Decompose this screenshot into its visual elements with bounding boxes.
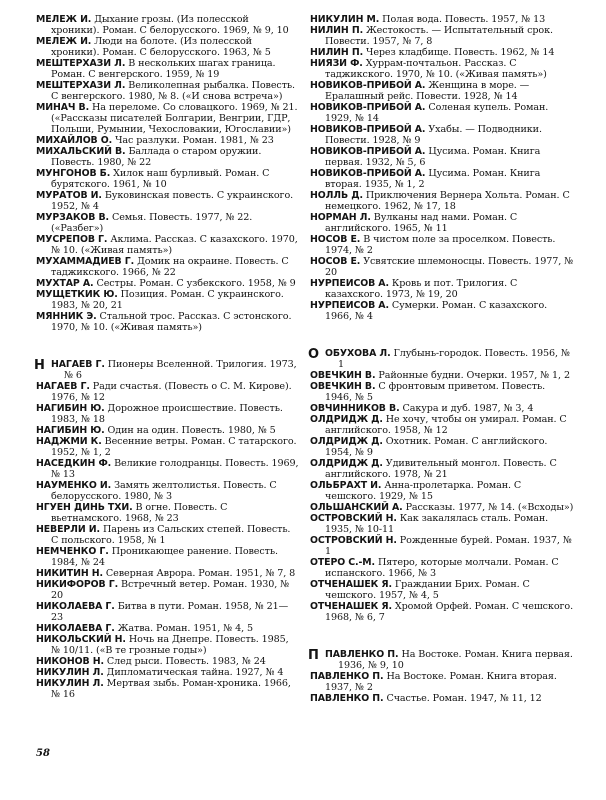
entry-title: На Востоке. Роман. Книга первая. 1936, № 9, 10: [338, 649, 573, 671]
section-o: [310, 348, 574, 623]
page-number: 58: [36, 748, 50, 759]
bibliography-entry: [36, 524, 300, 546]
entry-title: Стальной трос. Рассказ. С эстонского. 1970, № 10. («Живая память»): [51, 311, 292, 333]
entry-author: НУРПЕИСОВ А.: [310, 278, 389, 289]
entry-author: ОБУХОВА Л.: [325, 348, 391, 359]
bibliography-entry: [36, 403, 300, 425]
entry-author: НОРМАН Л.: [310, 212, 371, 223]
entry-author: НАУМЕНКО И.: [36, 480, 112, 491]
entry-title: Дипломатическая тайна. 1927, № 4: [106, 667, 284, 678]
bibliography-entry: [310, 80, 574, 102]
entry-title: На Востоке. Роман. Книга вторая. 1937, № 2: [325, 671, 557, 693]
entry-author: ОВЧИННИКОВ В.: [310, 403, 400, 414]
bibliography-entry: [36, 278, 300, 289]
entry-title: Глубынь-городок. Повесть. 1956, № 1: [338, 348, 570, 370]
section-o-entries: [310, 348, 574, 623]
entry-title: Цусима. Роман. Книга первая. 1932, № 5, 6: [325, 146, 541, 168]
bibliography-entry: [36, 667, 300, 678]
entry-author: МУХАММАДИЕВ Г.: [36, 256, 135, 267]
bibliography-entry: [310, 458, 574, 480]
entry-author: НИКОЛАЕВА Г.: [36, 623, 115, 634]
entry-author: ОЛЬБРАХТ И.: [310, 480, 382, 491]
entry-title: Хромой Орфей. Роман. С чешского. 1968, № 6, 7: [325, 601, 574, 623]
entry-title: Счастье. Роман. 1947, № 11, 12: [386, 693, 542, 704]
entry-author: НУРПЕИСОВ А.: [310, 300, 389, 311]
entry-author: МИХАЙЛОВ О.: [36, 135, 113, 146]
entry-author: НАДЖМИ К.: [36, 436, 102, 447]
bibliography-entry: [310, 124, 574, 146]
bibliography-entry: [36, 601, 300, 623]
entry-title: Люди на болоте. (Из полесской хроники). Роман. С белорусского. 1963, № 5: [51, 36, 271, 58]
bibliography-entry: [310, 649, 574, 671]
bibliography-entry: [310, 25, 574, 47]
bibliography-entry: [36, 102, 300, 135]
bibliography-entry: [310, 256, 574, 278]
entry-title: Граждании Брих. Роман. С чешского. 1957, № 4, 5: [325, 579, 530, 601]
entry-title: Соленая купель. Роман. 1929, № 14: [325, 102, 549, 124]
entry-author: ОТЧЕНАШЕК Я.: [310, 579, 392, 590]
entry-title: Сестры. Роман. С узбекского. 1958, № 9: [96, 278, 296, 289]
bibliography-entry: [310, 234, 574, 256]
bibliography-entry: [36, 311, 300, 333]
bibliography-entry: [310, 102, 574, 124]
bibliography-entry: [36, 256, 300, 278]
entry-author: МИНАЧ В.: [36, 102, 90, 113]
entry-author: НОВИКОВ-ПРИБОЙ А.: [310, 80, 426, 91]
entry-title: След рыси. Повесть. 1983, № 24: [106, 656, 266, 667]
entry-author: МЯННИК Э.: [36, 311, 97, 322]
bibliography-entry: [36, 289, 300, 311]
entry-title: Пионеры Вселенной. Трилогия. 1973, № 6: [64, 359, 297, 381]
bibliography-entry: [310, 168, 574, 190]
entry-title: Хуррам-почтальон. Рассказ. С таджикского. 1970, № 10. («Живая память»): [325, 58, 547, 80]
entry-author: ОТЧЕНАШЕК Я.: [310, 601, 392, 612]
entry-author: НАГИБИН Ю.: [36, 425, 105, 436]
entry-author: МЕЛЕЖ И.: [36, 36, 92, 47]
entry-title: Районные будни. Очерки. 1957, № 1, 2: [378, 370, 570, 381]
bibliography-entry: [36, 634, 300, 656]
entry-author: НИКУЛИН М.: [310, 14, 380, 25]
bibliography-entry: [310, 212, 574, 234]
right-column: [310, 14, 574, 704]
entry-author: НИКУЛИН Л.: [36, 667, 104, 678]
entry-author: НОВИКОВ-ПРИБОЙ А.: [310, 124, 426, 135]
entry-title: Северная Аврора. Роман. 1951, № 7, 8: [105, 568, 296, 579]
bibliography-entry: [36, 146, 300, 168]
left-column: [36, 14, 300, 700]
section-letter-p: П: [308, 648, 319, 663]
entry-title: Не хочу, чтобы он умирал. Роман. С английского. 1958, № 12: [325, 414, 567, 436]
entry-title: Великолепная рыбалка. Повесть. С венгерского. 1980, № 8. («И снова встреча»): [51, 80, 295, 102]
entry-title: Домик на окраине. Повесть. С таджикского. 1966, № 22: [51, 256, 289, 278]
entry-author: НИЛИН П.: [310, 25, 364, 36]
entry-author: МУСРЕПОВ Г.: [36, 234, 108, 245]
entry-author: НИЛИН П.: [310, 47, 364, 58]
section-letter-o: О: [308, 347, 320, 362]
entry-title: Мертвая зыбь. Роман-хроника. 1966, № 16: [51, 678, 291, 700]
bibliography-entry: [310, 671, 574, 693]
entry-title: Позиция. Роман. С украинского. 1983, № 20, 21: [51, 289, 284, 311]
entry-title: Рассказы. 1977, № 14. («Всходы»): [405, 502, 574, 513]
bibliography-entry: [310, 601, 574, 623]
bibliography-entry: [310, 480, 574, 502]
section-p-entries: [310, 649, 574, 704]
entry-author: МЕЛЕЖ И.: [36, 14, 92, 25]
bibliography-entry: [36, 502, 300, 524]
bibliography-entry: [36, 190, 300, 212]
bibliography-entry: [310, 513, 574, 535]
entry-title: Час разлуки. Роман. 1981, № 23: [115, 135, 274, 146]
bibliography-entry: [310, 502, 574, 513]
entry-author: НЕВЕРЛИ И.: [36, 524, 100, 535]
bibliography-entry: [310, 14, 574, 25]
entry-title: Парень из Сальских степей. Повесть. С польского. 1958, № 1: [51, 524, 291, 546]
entry-title: С фронтовым приветом. Повесть. 1946, № 5: [325, 381, 546, 403]
entry-title: Полая вода. Повесть. 1957, № 13: [382, 14, 546, 25]
entry-author: МИХАЛЬСКИЙ В.: [36, 146, 126, 157]
entry-author: НОВИКОВ-ПРИБОЙ А.: [310, 102, 426, 113]
entry-author: МУХТАР А.: [36, 278, 94, 289]
entry-title: Женщина в море. — Ералашный рейс. Повести. 1928, № 14: [325, 80, 530, 102]
bibliography-entry: [310, 58, 574, 80]
entry-author: ОВЕЧКИН В.: [310, 370, 376, 381]
bibliography-entry: [36, 14, 300, 36]
entry-title: Удивительный монгол. Повесть. С английского. 1978, № 21: [325, 458, 557, 480]
entry-author: НИЯЗИ Ф.: [310, 58, 363, 69]
bibliography-entry: [36, 458, 300, 480]
entry-author: ОСТРОВСКИЙ Н.: [310, 513, 397, 524]
entry-author: НЕМЧЕНКО Г.: [36, 546, 109, 557]
bibliography-entry: [36, 425, 300, 436]
bibliography-entry: [36, 436, 300, 458]
section-n-entries: [36, 359, 300, 700]
bibliography-entry: [310, 370, 574, 381]
entry-author: ОЛДРИДЖ Д.: [310, 436, 383, 447]
entry-title: Приключения Вернера Хольта. Роман. С немецкого. 1962, № 17, 18: [325, 190, 570, 212]
entry-title: Ночь на Днепре. Повесть. 1985, № 10/11. («В те грозные годы»): [51, 634, 289, 656]
entry-author: НИКУЛИН Л.: [36, 678, 104, 689]
bibliography-entry: [36, 135, 300, 146]
bibliography-entry: [310, 414, 574, 436]
entry-title: В огне. Повесть. С вьетнамского. 1968, № 23: [51, 502, 228, 524]
entry-author: НАГАЕВ Г.: [51, 359, 105, 370]
entry-author: НОСОВ Е.: [310, 234, 361, 245]
entry-title: В нескольких шагах граница. Роман. С венгерского. 1959, № 19: [51, 58, 276, 80]
entry-author: МУНГОНОВ Б.: [36, 168, 111, 179]
entry-title: Встречный ветер. Роман. 1930, № 20: [51, 579, 290, 601]
entry-author: НАГИБИН Ю.: [36, 403, 105, 414]
bibliography-entry: [36, 168, 300, 190]
entry-author: МУРАТОВ И.: [36, 190, 102, 201]
bibliography-entry: [310, 381, 574, 403]
entry-title: Жестокость. — Испытательный срок. Повести. 1957, № 7, 8: [325, 25, 553, 47]
entry-title: Битва в пути. Роман. 1958, № 21—23: [51, 601, 289, 623]
entry-author: ОСТРОВСКИЙ Н.: [310, 535, 397, 546]
entry-title: Как закалялась сталь. Роман. 1935, № 10-11: [325, 513, 549, 535]
bibliography-entry: [310, 47, 574, 58]
bibliography-entry: [310, 348, 574, 370]
bibliography-entry: [310, 557, 574, 579]
bibliography-entry: [36, 359, 300, 381]
entry-title: Кровь и пот. Трилогия. С казахского. 1973, № 19, 20: [325, 278, 518, 300]
entry-title: В чистом поле за проселком. Повесть. 1974, № 2: [325, 234, 556, 256]
entry-title: Ради счастья. (Повесть о С. М. Кирове). 1976, № 12: [51, 381, 292, 403]
bibliography-entry: [36, 381, 300, 403]
bibliography-entry: [36, 58, 300, 80]
entry-title: Проникающее ранение. Повесть. 1984, № 24: [51, 546, 278, 568]
bibliography-entry: [310, 579, 574, 601]
bibliography-entry: [310, 693, 574, 704]
entry-title: Сумерки. Роман. С казахского. 1966, № 4: [325, 300, 548, 322]
entry-title: Через кладбище. Повесть. 1962, № 14: [366, 47, 555, 58]
entry-author: МУРЗАКОВ В.: [36, 212, 109, 223]
bibliography-entry: [36, 36, 300, 58]
bibliography-entry: [36, 212, 300, 234]
entry-author: ОЛЬШАНСКИЙ А.: [310, 502, 403, 513]
right-top-entries: [310, 14, 574, 322]
entry-title: Аклима. Рассказ. С казахского. 1970, № 10. («Живая память»): [51, 234, 298, 256]
entry-author: НАГАЕВ Г.: [36, 381, 90, 392]
entry-title: Ухабы. — Подводники. Повести. 1928, № 9: [325, 124, 542, 146]
entry-author: НИКИФОРОВ Г.: [36, 579, 119, 590]
entry-title: Пятеро, которые молчали. Роман. С испанского. 1966, № 3: [325, 557, 559, 579]
entry-title: Семья. Повесть. 1977, № 22. («Разбег»): [51, 212, 253, 234]
entry-author: МЕШТЕРХАЗИ Л.: [36, 80, 126, 91]
bibliography-entry: [310, 403, 574, 414]
bibliography-entry: [36, 678, 300, 700]
entry-author: МУЩЕТКИК Ю.: [36, 289, 118, 300]
entry-title: Цусима. Роман. Книга вторая. 1935, № 1, 2: [325, 168, 541, 190]
entry-author: ОЛДРИДЖ Д.: [310, 458, 383, 469]
bibliography-entry: [36, 579, 300, 601]
entry-title: Сакура и дуб. 1987, № 3, 4: [402, 403, 534, 414]
section-n: [36, 359, 300, 700]
entry-author: НОВИКОВ-ПРИБОЙ А.: [310, 168, 426, 179]
entry-title: Рожденные бурей. Роман. 1937, № 1: [325, 535, 572, 557]
entry-author: НОВИКОВ-ПРИБОЙ А.: [310, 146, 426, 157]
entry-author: ПАВЛЕНКО П.: [310, 671, 384, 682]
entry-title: Баллада о старом оружии. Повесть. 1980, № 22: [51, 146, 262, 168]
entry-author: МЕШТЕРХАЗИ Л.: [36, 58, 126, 69]
entry-title: Анна-пролетарка. Роман. С чешского. 1929, № 15: [325, 480, 522, 502]
entry-author: ОВЕЧКИН В.: [310, 381, 376, 392]
entry-title: Весенние ветры. Роман. С татарского. 1952, № 1, 2: [51, 436, 297, 458]
entry-title: Дыхание грозы. (Из полесской хроники). Роман. С белорусского. 1969, № 9, 10: [51, 14, 289, 36]
bibliography-entry: [36, 623, 300, 634]
entry-title: Замять желтолистья. Повесть. С белорусского. 1980, № 3: [51, 480, 277, 502]
entry-author: ПАВЛЕНКО П.: [310, 693, 384, 704]
bibliography-entry: [36, 234, 300, 256]
bibliography-entry: [36, 80, 300, 102]
left-top-entries: [36, 14, 300, 333]
bibliography-entry: [36, 568, 300, 579]
entry-author: НИКИТИН Н.: [36, 568, 103, 579]
bibliography-entry: [310, 535, 574, 557]
section-p: [310, 649, 574, 704]
bibliography-entry: [36, 656, 300, 667]
entry-title: Охотник. Роман. С английского. 1954, № 9: [325, 436, 548, 458]
entry-author: ОТЕРО С.-М.: [310, 557, 375, 568]
entry-author: ПАВЛЕНКО П.: [325, 649, 399, 660]
entry-author: ОЛДРИДЖ Д.: [310, 414, 383, 425]
entry-author: НИКОЛАЕВА Г.: [36, 601, 115, 612]
entry-author: НОЛЛЬ Д.: [310, 190, 363, 201]
entry-title: Хилок наш бурливый. Роман. С бурятского. 1961, № 10: [51, 168, 270, 190]
entry-author: НГУЕН ДИНЬ ТХИ.: [36, 502, 133, 513]
entry-title: Великие голодранцы. Повесть. 1969, № 13: [51, 458, 299, 480]
entry-title: Буковинская повесть. С украинского. 1952, № 4: [51, 190, 294, 212]
bibliography-entry: [310, 300, 574, 322]
bibliography-entry: [310, 190, 574, 212]
entry-title: Один на один. Повесть. 1980, № 5: [107, 425, 276, 436]
entry-author: НИКОНОВ Н.: [36, 656, 104, 667]
entry-title: На переломе. Со словацкого. 1969, № 21. («Рассказы писателей Болгарии, Венгрии, ГДР, Польши, Румынии, Чехословакии, Югославии»): [51, 102, 298, 135]
entry-title: Вулканы над нами. Роман. С английского. 1965, № 11: [325, 212, 518, 234]
section-letter-n: Н: [34, 358, 45, 373]
bibliography-entry: [36, 546, 300, 568]
bibliography-entry: [310, 146, 574, 168]
bibliography-entry: [36, 480, 300, 502]
entry-title: Усвятские шлемоносцы. Повесть. 1977, № 20: [325, 256, 574, 278]
entry-author: НИКОЛЬСКИЙ Н.: [36, 634, 126, 645]
entry-author: НАСЕДКИН Ф.: [36, 458, 112, 469]
bibliography-entry: [310, 436, 574, 458]
bibliography-entry: [310, 278, 574, 300]
entry-author: НОСОВ Е.: [310, 256, 361, 267]
entry-title: Жатва. Роман. 1951, № 4, 5: [117, 623, 254, 634]
entry-title: Дорожное происшествие. Повесть. 1983, № 18: [51, 403, 283, 425]
